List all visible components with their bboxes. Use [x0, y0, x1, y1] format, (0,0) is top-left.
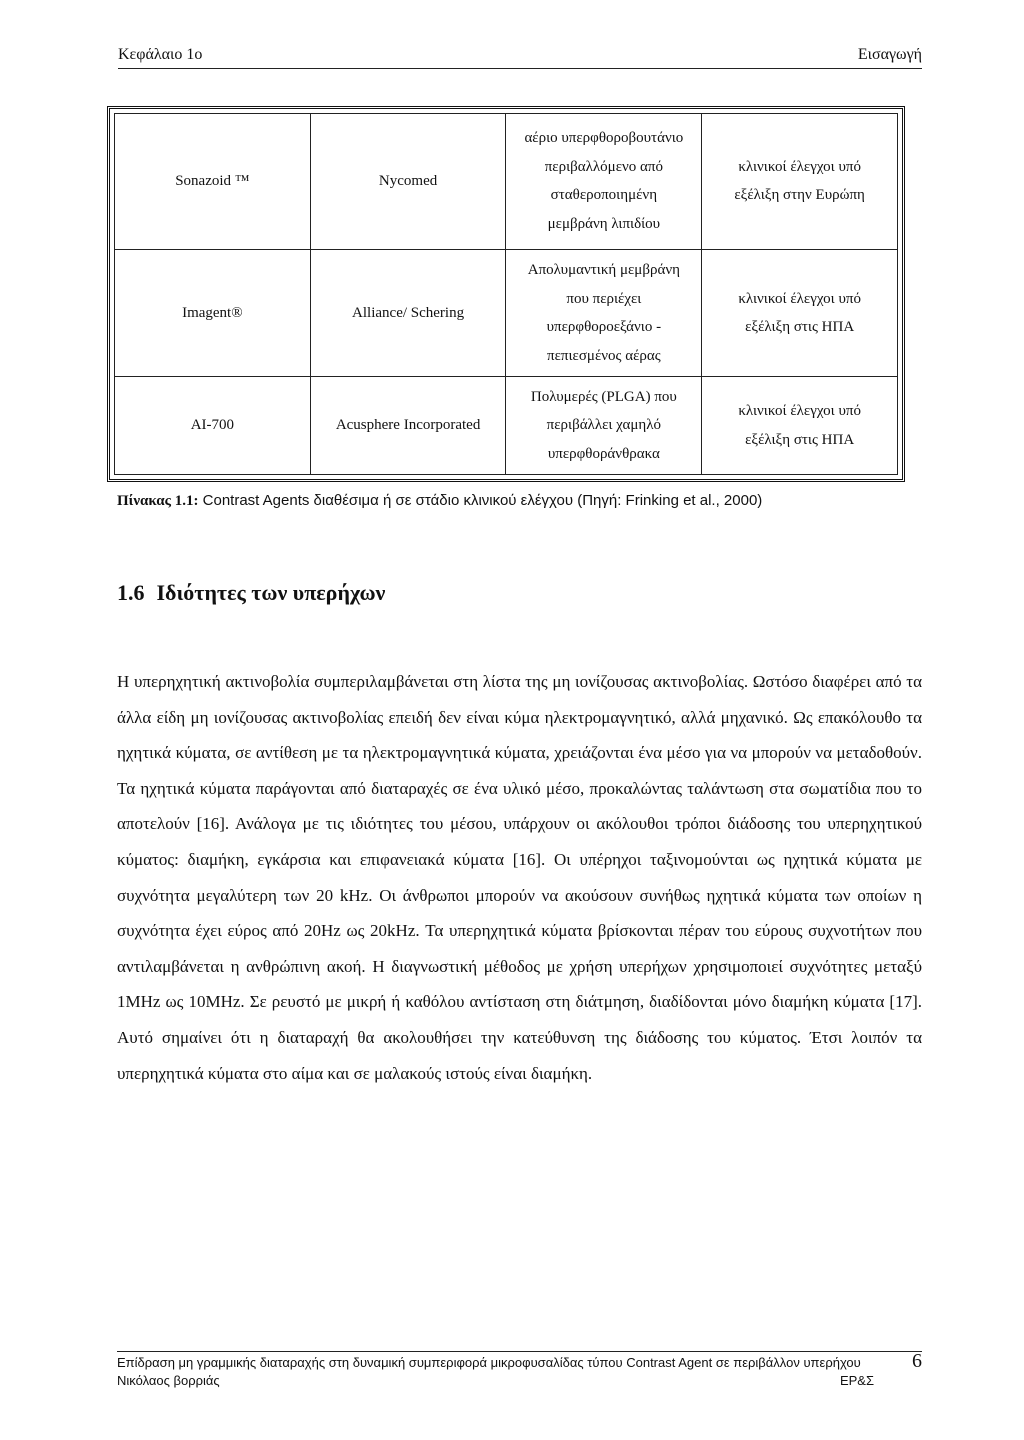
page-footer — [117, 1351, 922, 1390]
status-line: εξέλιξη στην Ευρώπη — [734, 187, 865, 204]
agent-cell: Imagent® — [115, 249, 311, 376]
status-cell — [702, 377, 898, 475]
body-paragraph — [117, 664, 922, 1091]
footer-author: Νικόλαος βορριάς — [117, 1373, 220, 1388]
composition-line: περιβαλλόμενο από — [544, 158, 663, 175]
company-cell: Alliance/ Schering — [310, 249, 506, 376]
footer-org: ΕΡ&Σ — [839, 1373, 874, 1388]
company-cell: Nycomed — [310, 114, 506, 250]
status-cell — [702, 249, 898, 376]
section-label: Εισαγωγή — [857, 46, 922, 63]
agent-cell: Sonazoid ™ — [115, 114, 311, 250]
contrast-agents-table — [114, 113, 898, 475]
caption-text: Contrast Agents διαθέσιμα ή σε στάδιο κλινικού ελέγχου (Πηγή: Frinking et al., 2000) — [198, 492, 763, 509]
status-line: εξέλιξη στις ΗΠΑ — [745, 431, 855, 448]
status-line: εξέλιξη στις ΗΠΑ — [745, 319, 855, 336]
page-header — [118, 44, 922, 69]
status-line: κλινικοί έλεγχοι υπό — [738, 158, 861, 175]
status-line: κλινικοί έλεγχοι υπό — [738, 403, 861, 420]
paragraph-text: Η υπερηχητική ακτινοβολία συμπεριλαμβάνεται στη λίστα της μη ιονίζουσας ακτινοβολίας. Ωστόσο διαφέρει από τα άλλα είδη μη ιονίζουσας ακτινοβολίας επειδή δεν είναι κύμα ηλεκτρομαγνητικό, αλλά μηχανικό. Ως επακόλουθο τα ηχητικά κύματα, σε αντίθεση με τα ηλεκτρομαγνητικά κύματα, χρειάζονται ένα μέσο για να μπορούν να μεταδοθούν. Τα ηχητικά κύματα παράγονται από διαταραχές σε ένα υλικό μέσο, προκαλώντας ταλάντωση στα σωματίδια που το αποτελούν [16]. Ανάλογα με τις ιδιότητες του μέσου, υπάρχουν οι ακόλουθοι τρόποι διάδοσης του υπερηχητικού κύματος: διαμήκη, εγκάρσια και επιφανειακά κύματα [16]. Οι υπέρηχοι ταξινομούνται ως ηχητικά κύματα με συχνότητα μεγαλύτερη των 20 kHz. Οι άνθρωποι μπορούν να ακούσουν συνήθως ηχητικά κύματα των οποίων η συχνότητα έχει εύρος από 20Hz ως 20kHz. Τα υπερηχητικά κύματα βρίσκονται πέραν του εύρους συχνοτήτων που αντιλαμβάνεται η ανθρώπινη ακοή. Η διαγνωστική μέθοδος με χρήση υπερήχων χρησιμοποιεί συχνότητες μεταξύ 1MHz ως 10MHz. Σε ρευστό με μικρή ή καθόλου αντίσταση στη διάτμηση, διαδίδονται μόνο διαμήκη κύματα [17]. Αυτό σημαίνει ότι η διαταραχή θα ακολουθήσει την κατεύθυνση της διάδοσης του κύματος. Έτσι λοιπόν τα υπερηχητικά κύματα στο αίμα και σε μαλακούς ιστούς είναι διαμήκη. — [117, 672, 922, 1083]
caption-label: Πίνακας 1.1: — [117, 493, 199, 509]
composition-line: μεμβράνη λιπιδίου — [547, 215, 661, 232]
composition-line: Απολυμαντική μεμβράνη — [527, 262, 680, 279]
composition-line: αέριο υπερφθοροβουτάνιο — [524, 130, 684, 147]
page-number: 6 — [912, 1350, 922, 1372]
composition-line: πεπιεσμένος αέρας — [547, 347, 661, 364]
table-caption — [117, 492, 917, 510]
table-row — [115, 377, 898, 475]
section-heading — [117, 580, 385, 606]
footer-thesis-title: Επίδραση μη γραμμικής διαταραχής στη δυναμική συμπεριφορά μικροφυσαλίδας τύπου Contrast Agent σε περιβάλλον υπερήχου — [117, 1355, 861, 1370]
chapter-label: Κεφάλαιο 1ο — [118, 46, 203, 63]
agent-cell: AI-700 — [115, 377, 311, 475]
table-row — [115, 114, 898, 250]
composition-cell — [506, 249, 702, 376]
composition-line: Πολυμερές (PLGA) που — [530, 388, 677, 405]
composition-line: περιβάλλει χαμηλό — [546, 417, 662, 434]
composition-line: υπερφθοράνθρακα — [547, 445, 660, 462]
composition-line: που περιέχει — [566, 290, 642, 307]
section-number: 1.6 — [117, 580, 145, 605]
composition-line: σταθεροποιημένη — [550, 187, 658, 204]
table-row — [115, 249, 898, 376]
status-cell — [702, 114, 898, 250]
composition-cell — [506, 114, 702, 250]
footer-line2 — [117, 1372, 922, 1390]
status-line: κλινικοί έλεγχοι υπό — [738, 290, 861, 307]
composition-line: υπερφθοροεξάνιο - — [546, 319, 662, 336]
contrast-agents-table-frame — [107, 106, 905, 482]
company-cell: Acusphere Incorporated — [310, 377, 506, 475]
composition-cell — [506, 377, 702, 475]
section-title: Ιδιότητες των υπερήχων — [156, 580, 386, 605]
